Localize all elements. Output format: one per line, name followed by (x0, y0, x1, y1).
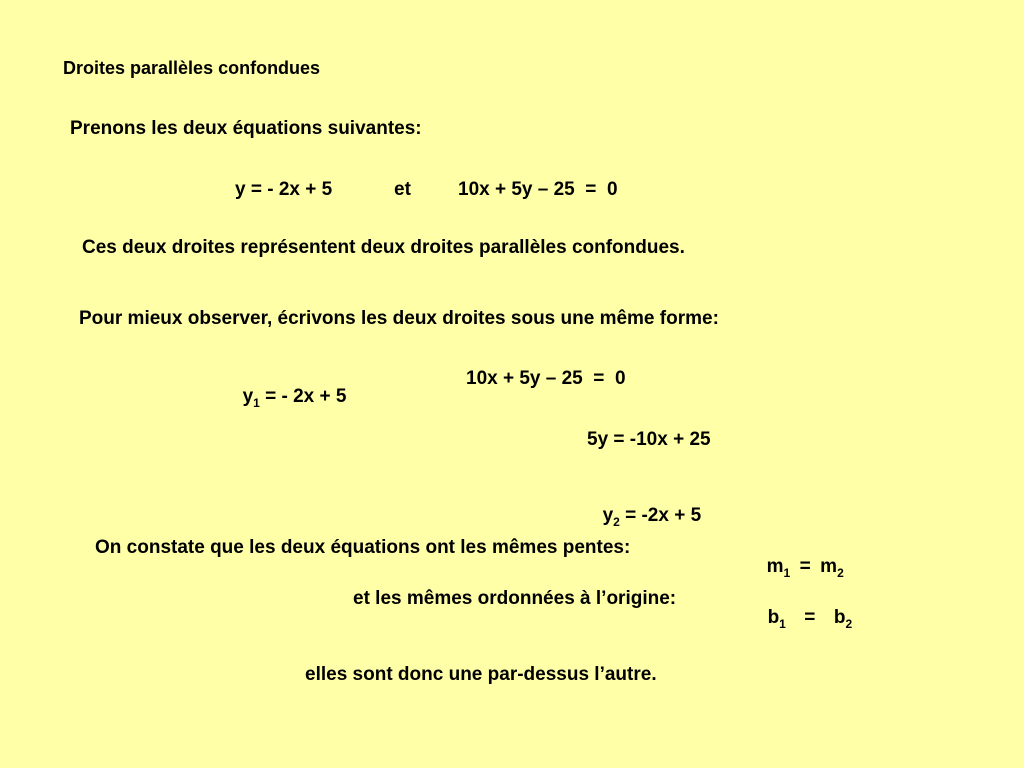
m2-var: m (820, 556, 838, 577)
b2-var: b (833, 607, 846, 628)
y1-rhs: = - 2x + 5 (259, 386, 347, 407)
m2-subscript: 2 (837, 566, 844, 580)
y2-rhs: = -2x + 5 (619, 505, 702, 526)
intercepts-text: et les mêmes ordonnées à l’origine: (353, 588, 677, 609)
y2-var: y (602, 505, 614, 526)
intercepts-equals: = (804, 607, 816, 628)
slide-title: Droites parallèles confondues (63, 58, 321, 78)
y2-subscript: 2 (613, 515, 620, 529)
y2-equation (592, 487, 702, 529)
b2-subscript: 2 (845, 617, 853, 631)
b1-var: b (767, 607, 780, 628)
slopes-equality (756, 538, 844, 580)
b1-subscript: 1 (779, 617, 786, 631)
m1-var: m (766, 556, 784, 577)
y1-subscript: 1 (253, 396, 260, 410)
intro-text: Prenons les deux équations suivantes: (70, 118, 422, 139)
intercepts-equality (757, 589, 853, 631)
equation-1: y = - 2x + 5 (235, 179, 333, 200)
equation-2: 10x + 5y – 25 = 0 (458, 179, 618, 200)
conclusion-text: elles sont donc une par-dessus l’autre. (305, 664, 657, 685)
equation-2-repeat: 10x + 5y – 25 = 0 (466, 368, 626, 389)
y1-var: y (242, 386, 254, 407)
step-equation: 5y = -10x + 25 (587, 429, 711, 450)
statement-text: Ces deux droites représentent deux droites parallèles confondues. (82, 237, 685, 258)
y1-equation (232, 368, 347, 410)
conjunction-et: et (394, 179, 411, 200)
slopes-equals: = (799, 556, 811, 577)
slopes-text: On constate que les deux équations ont les mêmes pentes: (95, 537, 631, 558)
observe-text: Pour mieux observer, écrivons les deux droites sous une même forme: (79, 308, 719, 329)
m1-subscript: 1 (783, 566, 791, 580)
